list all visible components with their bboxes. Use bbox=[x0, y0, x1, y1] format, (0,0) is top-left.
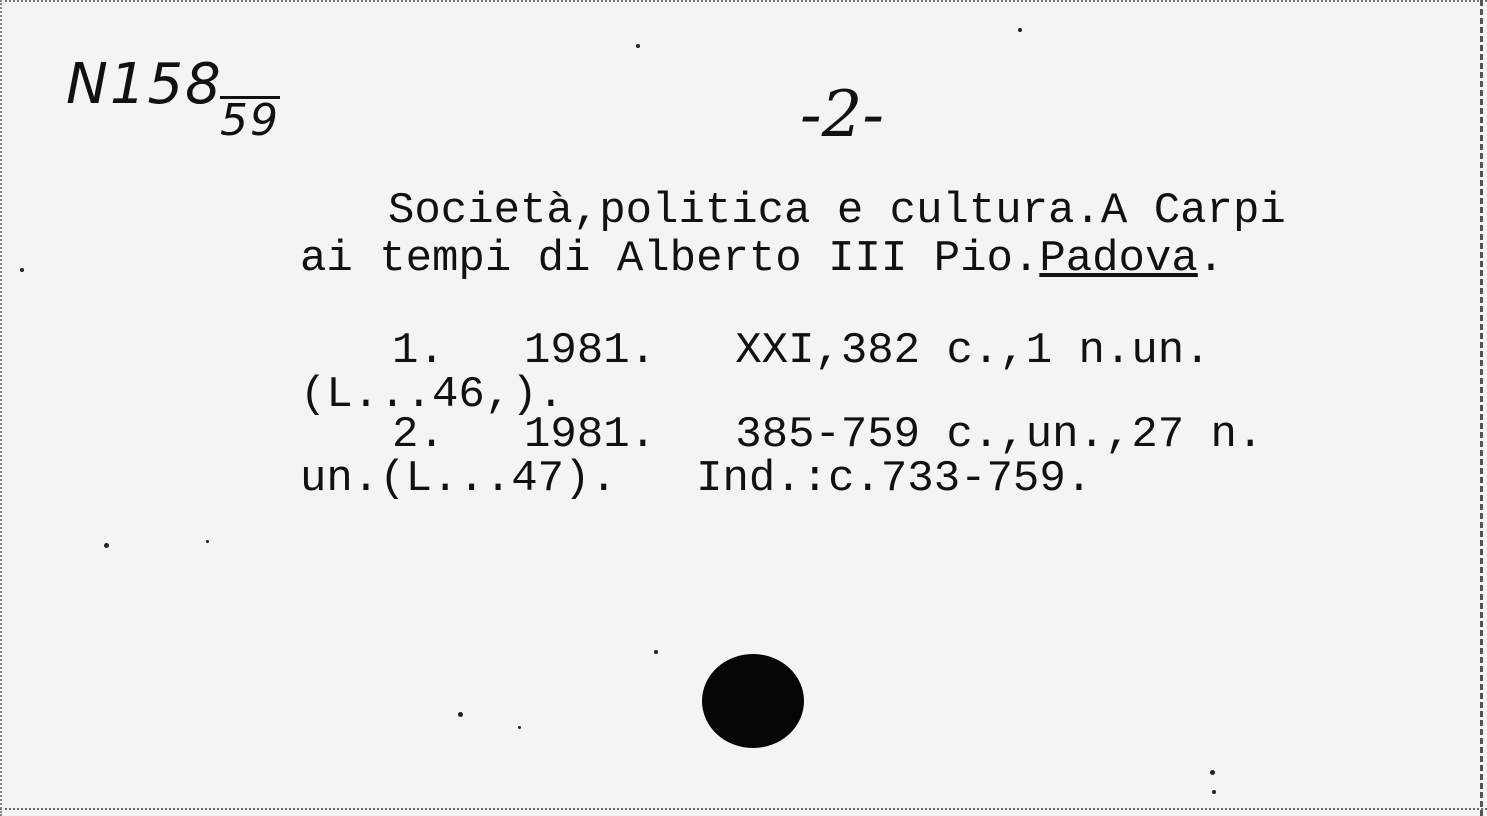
card-left-edge bbox=[0, 0, 4, 816]
speck bbox=[1210, 770, 1215, 775]
page-number: -2- bbox=[800, 78, 884, 152]
title-line-2-text: ai tempi di Alberto III Pio. bbox=[300, 234, 1040, 284]
title-line-2-end: . bbox=[1197, 234, 1225, 284]
speck bbox=[206, 540, 209, 543]
speck bbox=[636, 44, 640, 48]
place-of-publication: Padova bbox=[1039, 234, 1198, 284]
speck bbox=[518, 726, 521, 729]
punch-hole bbox=[702, 654, 804, 748]
volume-2-line-1: 2. 1981. 385-759 c.,un.,27 n. bbox=[392, 410, 1264, 460]
shelfmark bbox=[66, 52, 280, 146]
speck bbox=[654, 650, 658, 654]
speck bbox=[458, 712, 463, 717]
card-top-edge bbox=[0, 0, 1487, 16]
speck bbox=[104, 543, 109, 548]
shelfmark-main: N158 bbox=[66, 52, 223, 117]
speck bbox=[1018, 28, 1022, 32]
shelfmark-sub: 59 bbox=[220, 95, 280, 146]
title-line-2 bbox=[300, 234, 1224, 284]
speck bbox=[20, 268, 24, 272]
volume-1-line-2: (L...46,). bbox=[300, 370, 565, 420]
speck bbox=[1212, 790, 1216, 794]
volume-1-line-1: 1. 1981. XXI,382 c.,1 n.un. bbox=[392, 326, 1211, 376]
volume-2-line-2: un.(L...47). Ind.:c.733-759. bbox=[300, 454, 1093, 504]
card-right-edge bbox=[1466, 0, 1483, 816]
card-bottom-edge bbox=[0, 806, 1487, 810]
title-line-1: Società,politica e cultura.A Carpi bbox=[388, 186, 1286, 236]
